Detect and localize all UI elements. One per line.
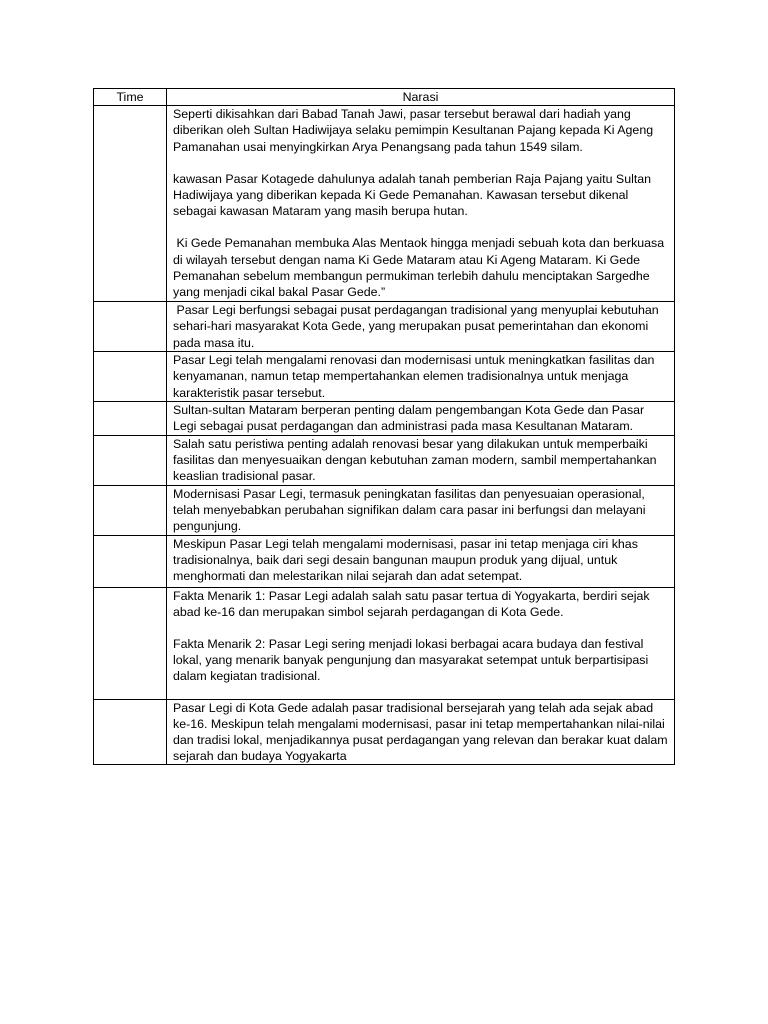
table-row [94, 402, 675, 435]
time-cell [94, 352, 167, 402]
narasi-paragraph: Pasar Legi telah mengalami renovasi dan modernisasi untuk meningkatkan fasilitas dan kenyamanan, namun tetap mempertahankan elemen tradisionalnya untuk menjaga karakteristik pasar tersebut. [173, 353, 658, 400]
time-cell [94, 402, 167, 435]
narasi-cell [167, 485, 675, 535]
narasi-paragraph: Ki Gede Pemanahan membuka Alas Mentaok hingga menjadi sebuah kota dan berkuasa di wilayah tersebut dengan nama Ki Gede Mataram atau Ki Ageng Mataram. Ki Gede Pemanahan sebelum membangun permukiman terlebih dahulu menciptakan Sargedhe yang menjadi cikal bakal Pasar Gede.” [173, 236, 668, 300]
table-body [94, 106, 675, 765]
narasi-paragraph: Modernisasi Pasar Legi, termasuk peningkatan fasilitas dan penyesuaian operasional, telah menyebabkan perubahan signifikan dalam cara pasar ini berfungsi dan melayani pengunjung. [173, 486, 649, 534]
narasi-paragraph: Sultan-sultan Mataram berperan penting dalam pengembangan Kota Gede dan Pasar Legi sebagai pusat perdagangan dan administrasi pada masa Kesultanan Mataram. [173, 403, 648, 434]
narasi-paragraph: Fakta Menarik 1: Pasar Legi adalah salah satu pasar tertua di Yogyakarta, berdiri sejak abad ke-16 dan merupakan simbol sejarah perdagangan di Kota Gede. [173, 588, 654, 619]
header-time: Time [94, 89, 167, 106]
header-narasi: Narasi [167, 89, 675, 106]
time-cell [94, 302, 167, 352]
time-cell [94, 587, 167, 699]
narasi-cell [167, 535, 675, 587]
time-cell [94, 535, 167, 587]
table-row [94, 302, 675, 352]
table-row [94, 106, 675, 302]
table-row [94, 352, 675, 402]
narasi-cell [167, 302, 675, 352]
narasi-paragraph: kawasan Pasar Kotagede dahulunya adalah tanah pemberian Raja Pajang yaitu Sultan Hadiwijaya yang diberikan kepada Ki Gede Pemanahan. Kawasan tersebut dikenal sebagai kawasan Mataram yang masih berupa hutan. [173, 171, 655, 219]
narasi-paragraph: Fakta Menarik 2: Pasar Legi sering menjadi lokasi berbagai acara budaya dan festival lokal, yang menarik banyak pengunjung dan masyarakat setempat untuk berpartisipasi dalam kegiatan tradisional. [173, 637, 652, 684]
header-row [94, 89, 675, 106]
narasi-cell [167, 352, 675, 402]
narasi-cell [167, 699, 675, 765]
narasi-paragraph: Salah satu peristiwa penting adalah renovasi besar yang dilakukan untuk memperbaiki fasilitas dan menyesuaikan dengan kebutuhan zaman modern, sambil mempertahankan keaslian tradisional pasar. [173, 436, 660, 484]
narasi-paragraph: Pasar Legi berfungsi sebagai pusat perdagangan tradisional yang menyuplai kebutuhan sehari-hari masyarakat Kota Gede, yang merupakan pusat pemerintahan dan ekonomi pada masa itu. [173, 303, 663, 350]
script-table [93, 88, 675, 765]
narasi-cell [167, 587, 675, 699]
table-row [94, 435, 675, 485]
narasi-paragraph: Pasar Legi di Kota Gede adalah pasar tradisional bersejarah yang telah ada sejak abad ke-16. Meskipun telah mengalami modernisasi, pasar ini tetap mempertahankan nilai-nilai dan tradisi lokal, menjadikannya pusat perdagangan yang relevan dan berakar kuat dalam sejarah dan budaya Yogyakarta [173, 700, 672, 764]
narasi-cell [167, 106, 675, 302]
time-cell [94, 435, 167, 485]
table-row [94, 485, 675, 535]
narasi-paragraph: Seperti dikisahkan dari Babad Tanah Jawi, pasar tersebut berawal dari hadiah yang diberikan oleh Sultan Hadiwijaya selaku pemimpin Kesultanan Pajang kepada Ki Ageng Pamanahan usai menyingkirkan Arya Penangsang pada tahun 1549 silam. [173, 107, 657, 154]
time-cell [94, 485, 167, 535]
narasi-cell [167, 402, 675, 435]
narasi-paragraph: Meskipun Pasar Legi telah mengalami modernisasi, pasar ini tetap menjaga ciri khas tradisionalnya, baik dari segi desain bangunan maupun produk yang dijual, untuk menghormati dan melestarikan nilai sejarah dan adat setempat. [173, 536, 642, 584]
narasi-cell [167, 435, 675, 485]
table-row [94, 587, 675, 699]
table-row [94, 699, 675, 765]
table-row [94, 535, 675, 587]
time-cell [94, 106, 167, 302]
time-cell [94, 699, 167, 765]
